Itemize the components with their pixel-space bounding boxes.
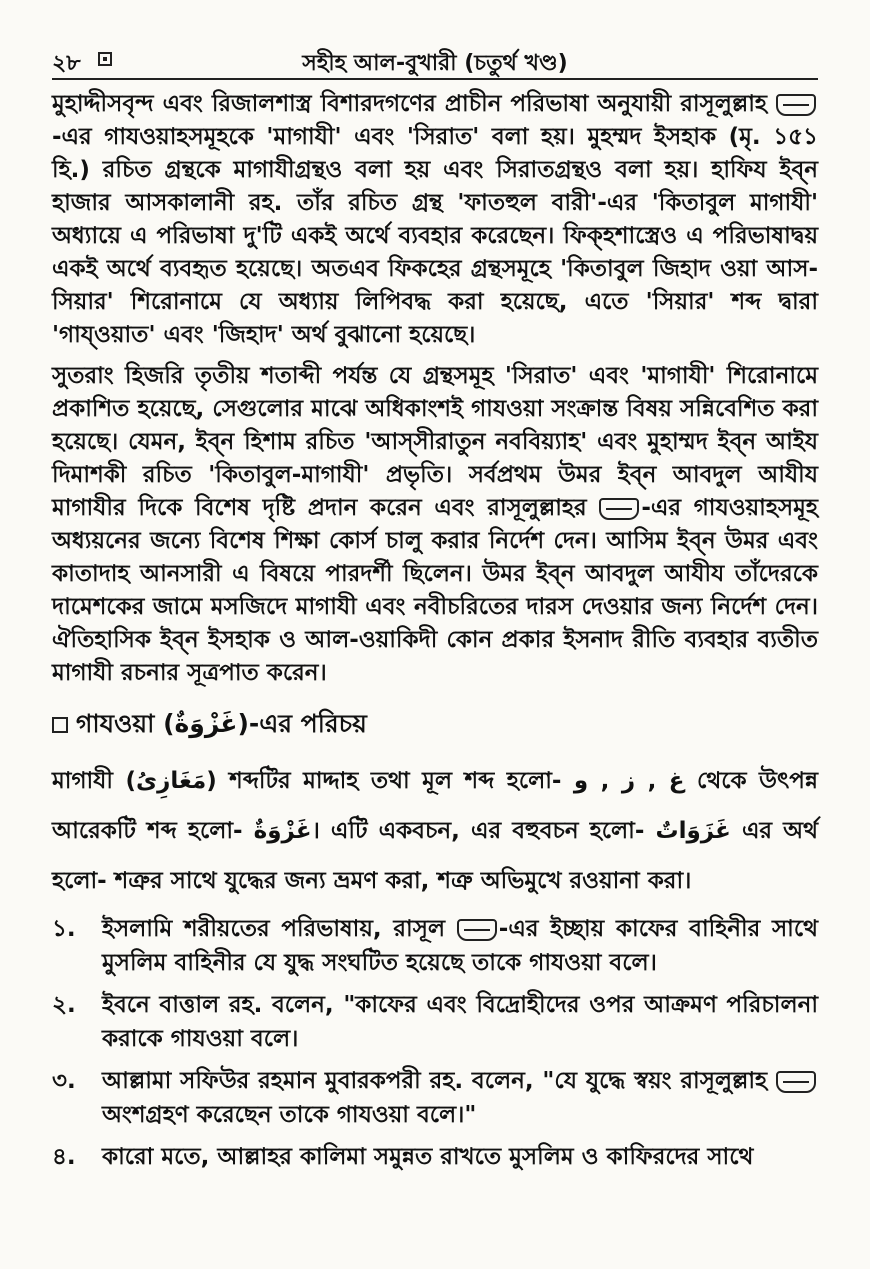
definition-arabic-3: غَزْوَةٌ [253, 818, 312, 844]
definition-text-5: এর অর্থ হলো- শত্রুর সাথে যুদ্ধের জন্য ভ্রমণ করা, শত্রু অভিমুখে রওয়ানা করা। [52, 818, 818, 894]
list-text [102, 1140, 818, 1174]
list-text-b: -এর ইচ্ছায় কাফের বাহিনীর সাথে মুসলিম বাহিনীর যে যুদ্ধ সংঘটিত হয়েছে তাকে গাযওয়া বলে। [102, 916, 818, 976]
list-text [102, 988, 818, 1056]
square-bullet-icon [52, 717, 68, 733]
list-text-a: আল্লামা সফিউর রহমান মুবারকপরী রহ. বলেন, "যে যুদ্ধে স্বয়ং রাসূলুল্লাহ [102, 1068, 768, 1094]
definition-arabic-2: غ , ز , و [573, 768, 685, 794]
list-number: ৪. [52, 1144, 76, 1170]
page-header [52, 44, 818, 80]
salawat-icon [457, 919, 497, 941]
list-item [52, 912, 818, 980]
salawat-icon [776, 94, 816, 116]
definition-text-2: ) শব্দটির মাদ্দাহ তথা মূল শব্দ হলো- [206, 768, 562, 794]
paragraph-1-part-a: মুহাদ্দীসবৃন্দ এবং রিজালশাস্ত্র বিশারদগণের প্রাচীন পরিভাষা অনুযায়ী রাসূলুল্লাহ [52, 91, 767, 117]
paragraph-2-part-b: -এর গাযওয়াহসমূহ অধ্যয়নের জন্যে বিশেষ শিক্ষা কোর্স চালু করার নির্দেশ দেন। আসিম ইব্ন উমর এবং কাতাদাহ আনসারী এ বিষয়ে পারদর্শী ছিলেন। উমর ইব্ন আবদুল আযীয তাঁদেরকে দামেশকের জামে মসজিদে মাগাযী এবং নবীচরিতের দারস দেওয়ার জন্য নির্দেশ দেন। ঐতিহাসিক ইব্ন ইসহাক ও আল-ওয়াকিদী কোন প্রকার ইসনাদ রীতি ব্যবহার ব্যতীত মাগাযী রচনার সূত্রপাত করেন। [52, 495, 818, 686]
list-number: ১. [52, 916, 76, 942]
definition-text-3: থেকে উৎপন্ন আরেকটি শব্দ হলো- [52, 768, 818, 844]
list-number: ৩. [52, 1068, 76, 1094]
list-text-a: কারো মতে, আল্লাহর কালিমা সমুন্নত রাখতে মুসলিম ও কাফিরদের সাথে [102, 1144, 754, 1170]
section-heading-arabic: غَزْوَةٌ [174, 709, 238, 738]
page-number: ২৮ [52, 51, 81, 76]
paragraph-1 [52, 88, 818, 352]
paragraph-1-part-b: -এর গাযওয়াহসমূহকে 'মাগাযী' এবং 'সিরাত' বলা হয়। মুহম্মদ ইসহাক (মৃ. ১৫১ হি.) রচিত গ্রন্থকে মাগাযীগ্রন্থও বলা হয় এবং সিরাতগ্রন্থও বলা হয়। হাফিয ইব্ন হাজার আসকালানী রহ. তাঁর রচিত গ্রন্থ 'ফাতহুল বারী'-এর 'কিতাবুল মাগাযী' অধ্যায়ে এ পরিভাষা দু'টি একই অর্থে ব্যবহার করেছেন। ফিক্‌হশাস্ত্রেও এ পরিভাষাদ্বয় একই অর্থে ব্যবহৃত হয়েছে। অতএব ফিকহের গ্রন্থসমূহে 'কিতাবুল জিহাদ ওয়া আস-সিয়ার' শিরোনামে যে অধ্যায় লিপিবদ্ধ করা হয়েছে, এতে 'সিয়ার' শব্দ দ্বারা 'গায্ওয়াত' এবং 'জিহাদ' অর্থ বুঝানো হয়েছে। [52, 124, 818, 348]
list-text-a: ইবনে বাত্তাল রহ. বলেন, "কাফের এবং বিদ্রোহীদের ওপর আক্রমণ পরিচালনা করাকে গাযওয়া বলে। [102, 992, 818, 1052]
definition-arabic-1: مَغَازِىُ [136, 768, 207, 794]
paragraph-2 [52, 360, 818, 690]
list-text [102, 1064, 818, 1132]
paragraph-2-part-a: সুতরাং হিজরি তৃতীয় শতাব্দী পর্যন্ত যে গ্রন্থসমূহ 'সিরাত' এবং 'মাগাযী' শিরোনামে প্রকাশিত হয়েছে, সেগুলোর মাঝে অধিকাংশই গাযওয়া সংক্রান্ত বিষয় সন্নিবেশিত করা হয়েছে। যেমন, ইব্ন হিশাম রচিত 'আস্সীরাতুন নববিয়্যাহ' এবং মুহাম্মদ ইব্ন আইয দিমাশকী রচিত 'কিতাবুল-মাগাযী' প্রভৃতি। সর্বপ্রথম উমর ইব্ন আবদুল আযীয মাগাযীর দিকে বিশেষ দৃষ্টি প্রদান করেন এবং রাসূলুল্লাহর [52, 363, 818, 521]
definition-paragraph [52, 756, 818, 906]
running-title: সহীহ আল-বুখারী (চতুর্থ খণ্ড) [302, 51, 568, 76]
definition-arabic-4: غَزَوَاتٌ [655, 818, 731, 844]
list-item [52, 1140, 818, 1174]
section-heading-pre: গাযওয়া ( [76, 709, 175, 738]
page-content [52, 88, 818, 1182]
list-text-b: অংশগ্রহণ করেছেন তাকে গাযওয়া বলে।" [102, 1102, 477, 1128]
list-number: ২. [52, 992, 76, 1018]
salawat-icon [776, 1071, 816, 1093]
definition-text-1: মাগাযী ( [52, 768, 136, 794]
section-heading [52, 706, 818, 742]
list-text [102, 912, 818, 980]
list-item [52, 1064, 818, 1132]
salawat-icon [599, 498, 639, 520]
list-text-a: ইসলামি শরীয়তের পরিভাষায়, রাসূল [102, 916, 446, 942]
section-heading-post: )-এর পরিচয় [237, 709, 367, 738]
list-item [52, 988, 818, 1056]
definition-text-4: । এটি একবচন, এর বহুবচন হলো- [311, 818, 645, 844]
